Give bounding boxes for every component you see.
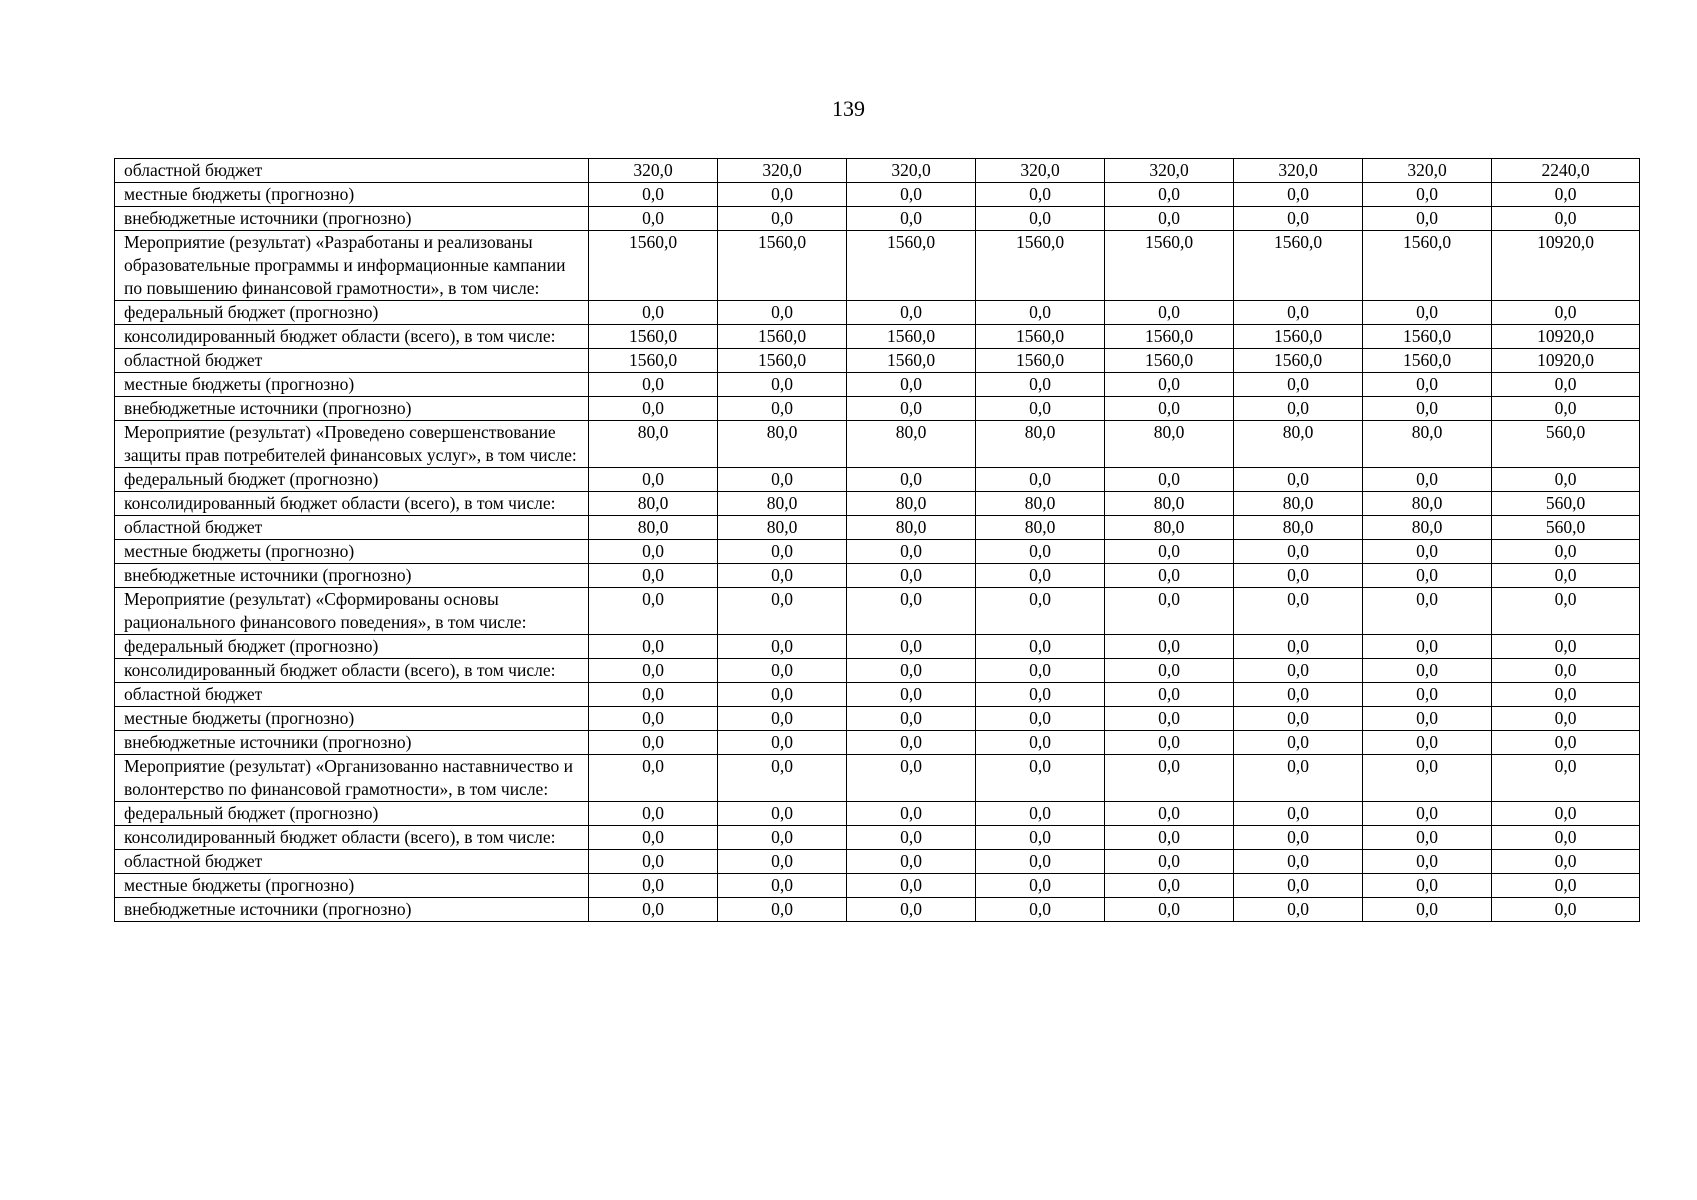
table-row bbox=[115, 707, 1640, 731]
value-cell-y6: 0,0 bbox=[1234, 659, 1363, 683]
value-cell-y7: 0,0 bbox=[1363, 874, 1492, 898]
value-cell-y4: 0,0 bbox=[976, 635, 1105, 659]
value-cell-y3: 0,0 bbox=[847, 850, 976, 874]
value-cell-y1: 0,0 bbox=[589, 397, 718, 421]
value-cell-y7: 0,0 bbox=[1363, 301, 1492, 325]
value-cell-y4: 0,0 bbox=[976, 373, 1105, 397]
value-cell-total: 0,0 bbox=[1492, 898, 1640, 922]
value-cell-total: 560,0 bbox=[1492, 516, 1640, 540]
value-cell-total: 0,0 bbox=[1492, 755, 1640, 802]
value-cell-y3: 0,0 bbox=[847, 755, 976, 802]
value-cell-y3: 0,0 bbox=[847, 635, 976, 659]
value-cell-y3: 0,0 bbox=[847, 874, 976, 898]
value-cell-total: 0,0 bbox=[1492, 635, 1640, 659]
value-cell-y4: 0,0 bbox=[976, 850, 1105, 874]
value-cell-y3: 1560,0 bbox=[847, 325, 976, 349]
value-cell-total: 0,0 bbox=[1492, 802, 1640, 826]
value-cell-total: 0,0 bbox=[1492, 183, 1640, 207]
value-cell-y2: 80,0 bbox=[718, 421, 847, 468]
row-label: консолидированный бюджет области (всего), в том числе: bbox=[115, 492, 589, 516]
row-label: областной бюджет bbox=[115, 516, 589, 540]
value-cell-y1: 0,0 bbox=[589, 635, 718, 659]
value-cell-y4: 0,0 bbox=[976, 301, 1105, 325]
value-cell-y7: 0,0 bbox=[1363, 635, 1492, 659]
value-cell-y7: 0,0 bbox=[1363, 850, 1492, 874]
table-row bbox=[115, 659, 1640, 683]
value-cell-y1: 0,0 bbox=[589, 301, 718, 325]
row-label: федеральный бюджет (прогнозно) bbox=[115, 468, 589, 492]
table-row bbox=[115, 468, 1640, 492]
value-cell-y3: 1560,0 bbox=[847, 231, 976, 301]
row-label: внебюджетные источники (прогнозно) bbox=[115, 898, 589, 922]
value-cell-y3: 80,0 bbox=[847, 421, 976, 468]
value-cell-y4: 0,0 bbox=[976, 183, 1105, 207]
value-cell-y6: 0,0 bbox=[1234, 898, 1363, 922]
value-cell-y6: 0,0 bbox=[1234, 707, 1363, 731]
value-cell-y1: 0,0 bbox=[589, 564, 718, 588]
value-cell-y4: 0,0 bbox=[976, 468, 1105, 492]
value-cell-y6: 0,0 bbox=[1234, 588, 1363, 635]
value-cell-y2: 0,0 bbox=[718, 588, 847, 635]
value-cell-y6: 0,0 bbox=[1234, 850, 1363, 874]
value-cell-y3: 0,0 bbox=[847, 207, 976, 231]
value-cell-y7: 0,0 bbox=[1363, 755, 1492, 802]
row-label: Мероприятие (результат) «Разработаны и реализованы образовательные программы и информационные кампании по повышению финансовой грамотности», в том числе: bbox=[115, 231, 589, 301]
value-cell-total: 0,0 bbox=[1492, 850, 1640, 874]
value-cell-y6: 1560,0 bbox=[1234, 325, 1363, 349]
row-label: федеральный бюджет (прогнозно) bbox=[115, 301, 589, 325]
value-cell-y7: 0,0 bbox=[1363, 588, 1492, 635]
row-label: местные бюджеты (прогнозно) bbox=[115, 373, 589, 397]
value-cell-total: 0,0 bbox=[1492, 731, 1640, 755]
value-cell-y6: 0,0 bbox=[1234, 183, 1363, 207]
value-cell-y2: 0,0 bbox=[718, 802, 847, 826]
value-cell-y3: 0,0 bbox=[847, 802, 976, 826]
value-cell-y2: 0,0 bbox=[718, 659, 847, 683]
value-cell-y2: 0,0 bbox=[718, 707, 847, 731]
value-cell-y1: 1560,0 bbox=[589, 325, 718, 349]
value-cell-y1: 0,0 bbox=[589, 659, 718, 683]
value-cell-y6: 0,0 bbox=[1234, 683, 1363, 707]
value-cell-y2: 0,0 bbox=[718, 898, 847, 922]
value-cell-y2: 0,0 bbox=[718, 683, 847, 707]
value-cell-y2: 0,0 bbox=[718, 207, 847, 231]
page-number: 139 bbox=[832, 96, 865, 121]
table-row bbox=[115, 159, 1640, 183]
row-label: областной бюджет bbox=[115, 159, 589, 183]
value-cell-y2: 0,0 bbox=[718, 468, 847, 492]
value-cell-y1: 0,0 bbox=[589, 207, 718, 231]
value-cell-y6: 0,0 bbox=[1234, 397, 1363, 421]
value-cell-y6: 0,0 bbox=[1234, 564, 1363, 588]
value-cell-y5: 1560,0 bbox=[1105, 349, 1234, 373]
value-cell-total: 0,0 bbox=[1492, 373, 1640, 397]
value-cell-y2: 1560,0 bbox=[718, 349, 847, 373]
value-cell-y5: 0,0 bbox=[1105, 707, 1234, 731]
row-label: внебюджетные источники (прогнозно) bbox=[115, 731, 589, 755]
value-cell-total: 0,0 bbox=[1492, 874, 1640, 898]
value-cell-y7: 0,0 bbox=[1363, 898, 1492, 922]
value-cell-y4: 0,0 bbox=[976, 683, 1105, 707]
budget-table-body bbox=[115, 159, 1640, 922]
value-cell-y4: 80,0 bbox=[976, 516, 1105, 540]
value-cell-y5: 80,0 bbox=[1105, 492, 1234, 516]
value-cell-y4: 0,0 bbox=[976, 898, 1105, 922]
table-row bbox=[115, 683, 1640, 707]
value-cell-total: 0,0 bbox=[1492, 540, 1640, 564]
value-cell-y6: 0,0 bbox=[1234, 373, 1363, 397]
value-cell-y3: 0,0 bbox=[847, 731, 976, 755]
value-cell-y1: 80,0 bbox=[589, 516, 718, 540]
value-cell-total: 0,0 bbox=[1492, 659, 1640, 683]
value-cell-y2: 0,0 bbox=[718, 755, 847, 802]
value-cell-y7: 0,0 bbox=[1363, 397, 1492, 421]
value-cell-total: 0,0 bbox=[1492, 397, 1640, 421]
row-label: консолидированный бюджет области (всего), в том числе: bbox=[115, 826, 589, 850]
value-cell-total: 10920,0 bbox=[1492, 325, 1640, 349]
value-cell-y5: 0,0 bbox=[1105, 540, 1234, 564]
value-cell-y1: 0,0 bbox=[589, 683, 718, 707]
value-cell-total: 10920,0 bbox=[1492, 349, 1640, 373]
table-row bbox=[115, 492, 1640, 516]
value-cell-y4: 0,0 bbox=[976, 874, 1105, 898]
value-cell-y4: 0,0 bbox=[976, 540, 1105, 564]
table-row bbox=[115, 397, 1640, 421]
value-cell-y6: 80,0 bbox=[1234, 516, 1363, 540]
row-label: внебюджетные источники (прогнозно) bbox=[115, 564, 589, 588]
value-cell-y3: 0,0 bbox=[847, 564, 976, 588]
value-cell-y3: 0,0 bbox=[847, 397, 976, 421]
value-cell-y6: 80,0 bbox=[1234, 492, 1363, 516]
value-cell-total: 0,0 bbox=[1492, 468, 1640, 492]
value-cell-y3: 0,0 bbox=[847, 898, 976, 922]
table-row bbox=[115, 874, 1640, 898]
value-cell-y3: 320,0 bbox=[847, 159, 976, 183]
value-cell-y5: 0,0 bbox=[1105, 898, 1234, 922]
table-row bbox=[115, 231, 1640, 301]
table-row bbox=[115, 540, 1640, 564]
value-cell-y5: 0,0 bbox=[1105, 802, 1234, 826]
row-label: консолидированный бюджет области (всего), в том числе: bbox=[115, 325, 589, 349]
table-row bbox=[115, 207, 1640, 231]
value-cell-y2: 0,0 bbox=[718, 564, 847, 588]
table-row bbox=[115, 349, 1640, 373]
value-cell-y1: 1560,0 bbox=[589, 349, 718, 373]
value-cell-y5: 0,0 bbox=[1105, 850, 1234, 874]
value-cell-y2: 0,0 bbox=[718, 826, 847, 850]
value-cell-y5: 0,0 bbox=[1105, 659, 1234, 683]
value-cell-y5: 0,0 bbox=[1105, 588, 1234, 635]
value-cell-y4: 0,0 bbox=[976, 731, 1105, 755]
table-row bbox=[115, 373, 1640, 397]
table-row bbox=[115, 516, 1640, 540]
value-cell-y4: 1560,0 bbox=[976, 231, 1105, 301]
value-cell-y5: 80,0 bbox=[1105, 421, 1234, 468]
value-cell-y3: 0,0 bbox=[847, 183, 976, 207]
value-cell-y5: 0,0 bbox=[1105, 373, 1234, 397]
value-cell-total: 0,0 bbox=[1492, 564, 1640, 588]
value-cell-y1: 0,0 bbox=[589, 826, 718, 850]
value-cell-total: 0,0 bbox=[1492, 301, 1640, 325]
value-cell-y4: 0,0 bbox=[976, 207, 1105, 231]
value-cell-total: 0,0 bbox=[1492, 826, 1640, 850]
value-cell-y5: 0,0 bbox=[1105, 468, 1234, 492]
value-cell-y2: 0,0 bbox=[718, 183, 847, 207]
value-cell-y3: 0,0 bbox=[847, 373, 976, 397]
value-cell-total: 0,0 bbox=[1492, 683, 1640, 707]
value-cell-y1: 80,0 bbox=[589, 492, 718, 516]
value-cell-y7: 80,0 bbox=[1363, 516, 1492, 540]
value-cell-y7: 0,0 bbox=[1363, 540, 1492, 564]
table-row bbox=[115, 588, 1640, 635]
value-cell-y1: 0,0 bbox=[589, 707, 718, 731]
value-cell-y7: 0,0 bbox=[1363, 373, 1492, 397]
value-cell-y7: 0,0 bbox=[1363, 468, 1492, 492]
table-row bbox=[115, 755, 1640, 802]
value-cell-y4: 0,0 bbox=[976, 707, 1105, 731]
budget-table bbox=[114, 158, 1640, 922]
value-cell-y7: 0,0 bbox=[1363, 731, 1492, 755]
value-cell-y7: 1560,0 bbox=[1363, 325, 1492, 349]
value-cell-y3: 0,0 bbox=[847, 468, 976, 492]
value-cell-y6: 0,0 bbox=[1234, 540, 1363, 564]
value-cell-total: 560,0 bbox=[1492, 492, 1640, 516]
table-row bbox=[115, 301, 1640, 325]
row-label: местные бюджеты (прогнозно) bbox=[115, 874, 589, 898]
value-cell-y2: 80,0 bbox=[718, 516, 847, 540]
value-cell-y5: 0,0 bbox=[1105, 874, 1234, 898]
value-cell-y4: 0,0 bbox=[976, 826, 1105, 850]
row-label: внебюджетные источники (прогнозно) bbox=[115, 397, 589, 421]
value-cell-y6: 0,0 bbox=[1234, 826, 1363, 850]
value-cell-y4: 320,0 bbox=[976, 159, 1105, 183]
value-cell-y2: 80,0 bbox=[718, 492, 847, 516]
value-cell-y1: 0,0 bbox=[589, 874, 718, 898]
value-cell-y3: 0,0 bbox=[847, 683, 976, 707]
value-cell-y4: 1560,0 bbox=[976, 325, 1105, 349]
value-cell-y6: 1560,0 bbox=[1234, 231, 1363, 301]
value-cell-y7: 1560,0 bbox=[1363, 231, 1492, 301]
row-label: Мероприятие (результат) «Сформированы основы рационального финансового поведения», в том числе: bbox=[115, 588, 589, 635]
value-cell-y5: 1560,0 bbox=[1105, 325, 1234, 349]
value-cell-y5: 0,0 bbox=[1105, 683, 1234, 707]
value-cell-y1: 1560,0 bbox=[589, 231, 718, 301]
value-cell-y3: 0,0 bbox=[847, 588, 976, 635]
value-cell-y5: 1560,0 bbox=[1105, 231, 1234, 301]
value-cell-y4: 0,0 bbox=[976, 564, 1105, 588]
value-cell-y7: 0,0 bbox=[1363, 802, 1492, 826]
value-cell-y7: 320,0 bbox=[1363, 159, 1492, 183]
table-row bbox=[115, 564, 1640, 588]
row-label: местные бюджеты (прогнозно) bbox=[115, 183, 589, 207]
value-cell-y2: 0,0 bbox=[718, 874, 847, 898]
value-cell-y4: 0,0 bbox=[976, 755, 1105, 802]
value-cell-y5: 0,0 bbox=[1105, 397, 1234, 421]
value-cell-y7: 0,0 bbox=[1363, 826, 1492, 850]
value-cell-y3: 0,0 bbox=[847, 301, 976, 325]
value-cell-y4: 80,0 bbox=[976, 492, 1105, 516]
value-cell-y2: 0,0 bbox=[718, 373, 847, 397]
value-cell-y6: 1560,0 bbox=[1234, 349, 1363, 373]
value-cell-y1: 320,0 bbox=[589, 159, 718, 183]
value-cell-y6: 320,0 bbox=[1234, 159, 1363, 183]
value-cell-y4: 1560,0 bbox=[976, 349, 1105, 373]
table-row bbox=[115, 325, 1640, 349]
value-cell-y4: 80,0 bbox=[976, 421, 1105, 468]
value-cell-y6: 0,0 bbox=[1234, 468, 1363, 492]
value-cell-y7: 80,0 bbox=[1363, 421, 1492, 468]
value-cell-y4: 0,0 bbox=[976, 802, 1105, 826]
table-row bbox=[115, 183, 1640, 207]
value-cell-y1: 0,0 bbox=[589, 755, 718, 802]
row-label: консолидированный бюджет области (всего), в том числе: bbox=[115, 659, 589, 683]
value-cell-y3: 80,0 bbox=[847, 516, 976, 540]
value-cell-y4: 0,0 bbox=[976, 397, 1105, 421]
value-cell-y5: 0,0 bbox=[1105, 635, 1234, 659]
value-cell-y7: 1560,0 bbox=[1363, 349, 1492, 373]
value-cell-y3: 1560,0 bbox=[847, 349, 976, 373]
value-cell-y6: 0,0 bbox=[1234, 207, 1363, 231]
value-cell-y2: 1560,0 bbox=[718, 325, 847, 349]
value-cell-y5: 0,0 bbox=[1105, 301, 1234, 325]
value-cell-y1: 0,0 bbox=[589, 850, 718, 874]
row-label: внебюджетные источники (прогнозно) bbox=[115, 207, 589, 231]
value-cell-y6: 80,0 bbox=[1234, 421, 1363, 468]
value-cell-y1: 0,0 bbox=[589, 802, 718, 826]
value-cell-total: 0,0 bbox=[1492, 588, 1640, 635]
value-cell-y3: 0,0 bbox=[847, 540, 976, 564]
value-cell-y2: 0,0 bbox=[718, 731, 847, 755]
value-cell-y1: 80,0 bbox=[589, 421, 718, 468]
value-cell-total: 2240,0 bbox=[1492, 159, 1640, 183]
value-cell-y7: 80,0 bbox=[1363, 492, 1492, 516]
row-label: федеральный бюджет (прогнозно) bbox=[115, 802, 589, 826]
row-label: областной бюджет bbox=[115, 683, 589, 707]
value-cell-y5: 0,0 bbox=[1105, 183, 1234, 207]
value-cell-y6: 0,0 bbox=[1234, 635, 1363, 659]
table-row bbox=[115, 421, 1640, 468]
value-cell-y4: 0,0 bbox=[976, 659, 1105, 683]
value-cell-y7: 0,0 bbox=[1363, 564, 1492, 588]
value-cell-y6: 0,0 bbox=[1234, 874, 1363, 898]
value-cell-y3: 0,0 bbox=[847, 826, 976, 850]
table-row bbox=[115, 826, 1640, 850]
value-cell-y7: 0,0 bbox=[1363, 683, 1492, 707]
value-cell-y1: 0,0 bbox=[589, 183, 718, 207]
table-row bbox=[115, 898, 1640, 922]
value-cell-y3: 0,0 bbox=[847, 707, 976, 731]
value-cell-y2: 320,0 bbox=[718, 159, 847, 183]
value-cell-total: 0,0 bbox=[1492, 707, 1640, 731]
table-row bbox=[115, 635, 1640, 659]
value-cell-y3: 0,0 bbox=[847, 659, 976, 683]
value-cell-y5: 0,0 bbox=[1105, 564, 1234, 588]
value-cell-y1: 0,0 bbox=[589, 468, 718, 492]
value-cell-total: 10920,0 bbox=[1492, 231, 1640, 301]
value-cell-y7: 0,0 bbox=[1363, 707, 1492, 731]
value-cell-y2: 0,0 bbox=[718, 540, 847, 564]
value-cell-y1: 0,0 bbox=[589, 898, 718, 922]
row-label: местные бюджеты (прогнозно) bbox=[115, 540, 589, 564]
value-cell-y5: 0,0 bbox=[1105, 755, 1234, 802]
row-label: областной бюджет bbox=[115, 850, 589, 874]
value-cell-y4: 0,0 bbox=[976, 588, 1105, 635]
value-cell-y6: 0,0 bbox=[1234, 731, 1363, 755]
value-cell-y2: 0,0 bbox=[718, 850, 847, 874]
table-row bbox=[115, 850, 1640, 874]
value-cell-y2: 0,0 bbox=[718, 397, 847, 421]
value-cell-y1: 0,0 bbox=[589, 588, 718, 635]
value-cell-y2: 0,0 bbox=[718, 301, 847, 325]
value-cell-y5: 320,0 bbox=[1105, 159, 1234, 183]
value-cell-y5: 0,0 bbox=[1105, 207, 1234, 231]
value-cell-y5: 0,0 bbox=[1105, 826, 1234, 850]
row-label: областной бюджет bbox=[115, 349, 589, 373]
value-cell-y6: 0,0 bbox=[1234, 755, 1363, 802]
value-cell-y1: 0,0 bbox=[589, 373, 718, 397]
value-cell-y1: 0,0 bbox=[589, 540, 718, 564]
value-cell-y5: 80,0 bbox=[1105, 516, 1234, 540]
row-label: федеральный бюджет (прогнозно) bbox=[115, 635, 589, 659]
value-cell-total: 0,0 bbox=[1492, 207, 1640, 231]
value-cell-y6: 0,0 bbox=[1234, 301, 1363, 325]
value-cell-y7: 0,0 bbox=[1363, 183, 1492, 207]
table-row bbox=[115, 802, 1640, 826]
value-cell-y6: 0,0 bbox=[1234, 802, 1363, 826]
value-cell-y2: 1560,0 bbox=[718, 231, 847, 301]
row-label: местные бюджеты (прогнозно) bbox=[115, 707, 589, 731]
row-label: Мероприятие (результат) «Проведено совершенствование защиты прав потребителей финансовых услуг», в том числе: bbox=[115, 421, 589, 468]
table-row bbox=[115, 731, 1640, 755]
value-cell-y2: 0,0 bbox=[718, 635, 847, 659]
value-cell-y7: 0,0 bbox=[1363, 659, 1492, 683]
value-cell-total: 560,0 bbox=[1492, 421, 1640, 468]
value-cell-y1: 0,0 bbox=[589, 731, 718, 755]
value-cell-y7: 0,0 bbox=[1363, 207, 1492, 231]
value-cell-y3: 80,0 bbox=[847, 492, 976, 516]
value-cell-y5: 0,0 bbox=[1105, 731, 1234, 755]
row-label: Мероприятие (результат) «Организованно наставничество и волонтерство по финансовой грамотности», в том числе: bbox=[115, 755, 589, 802]
